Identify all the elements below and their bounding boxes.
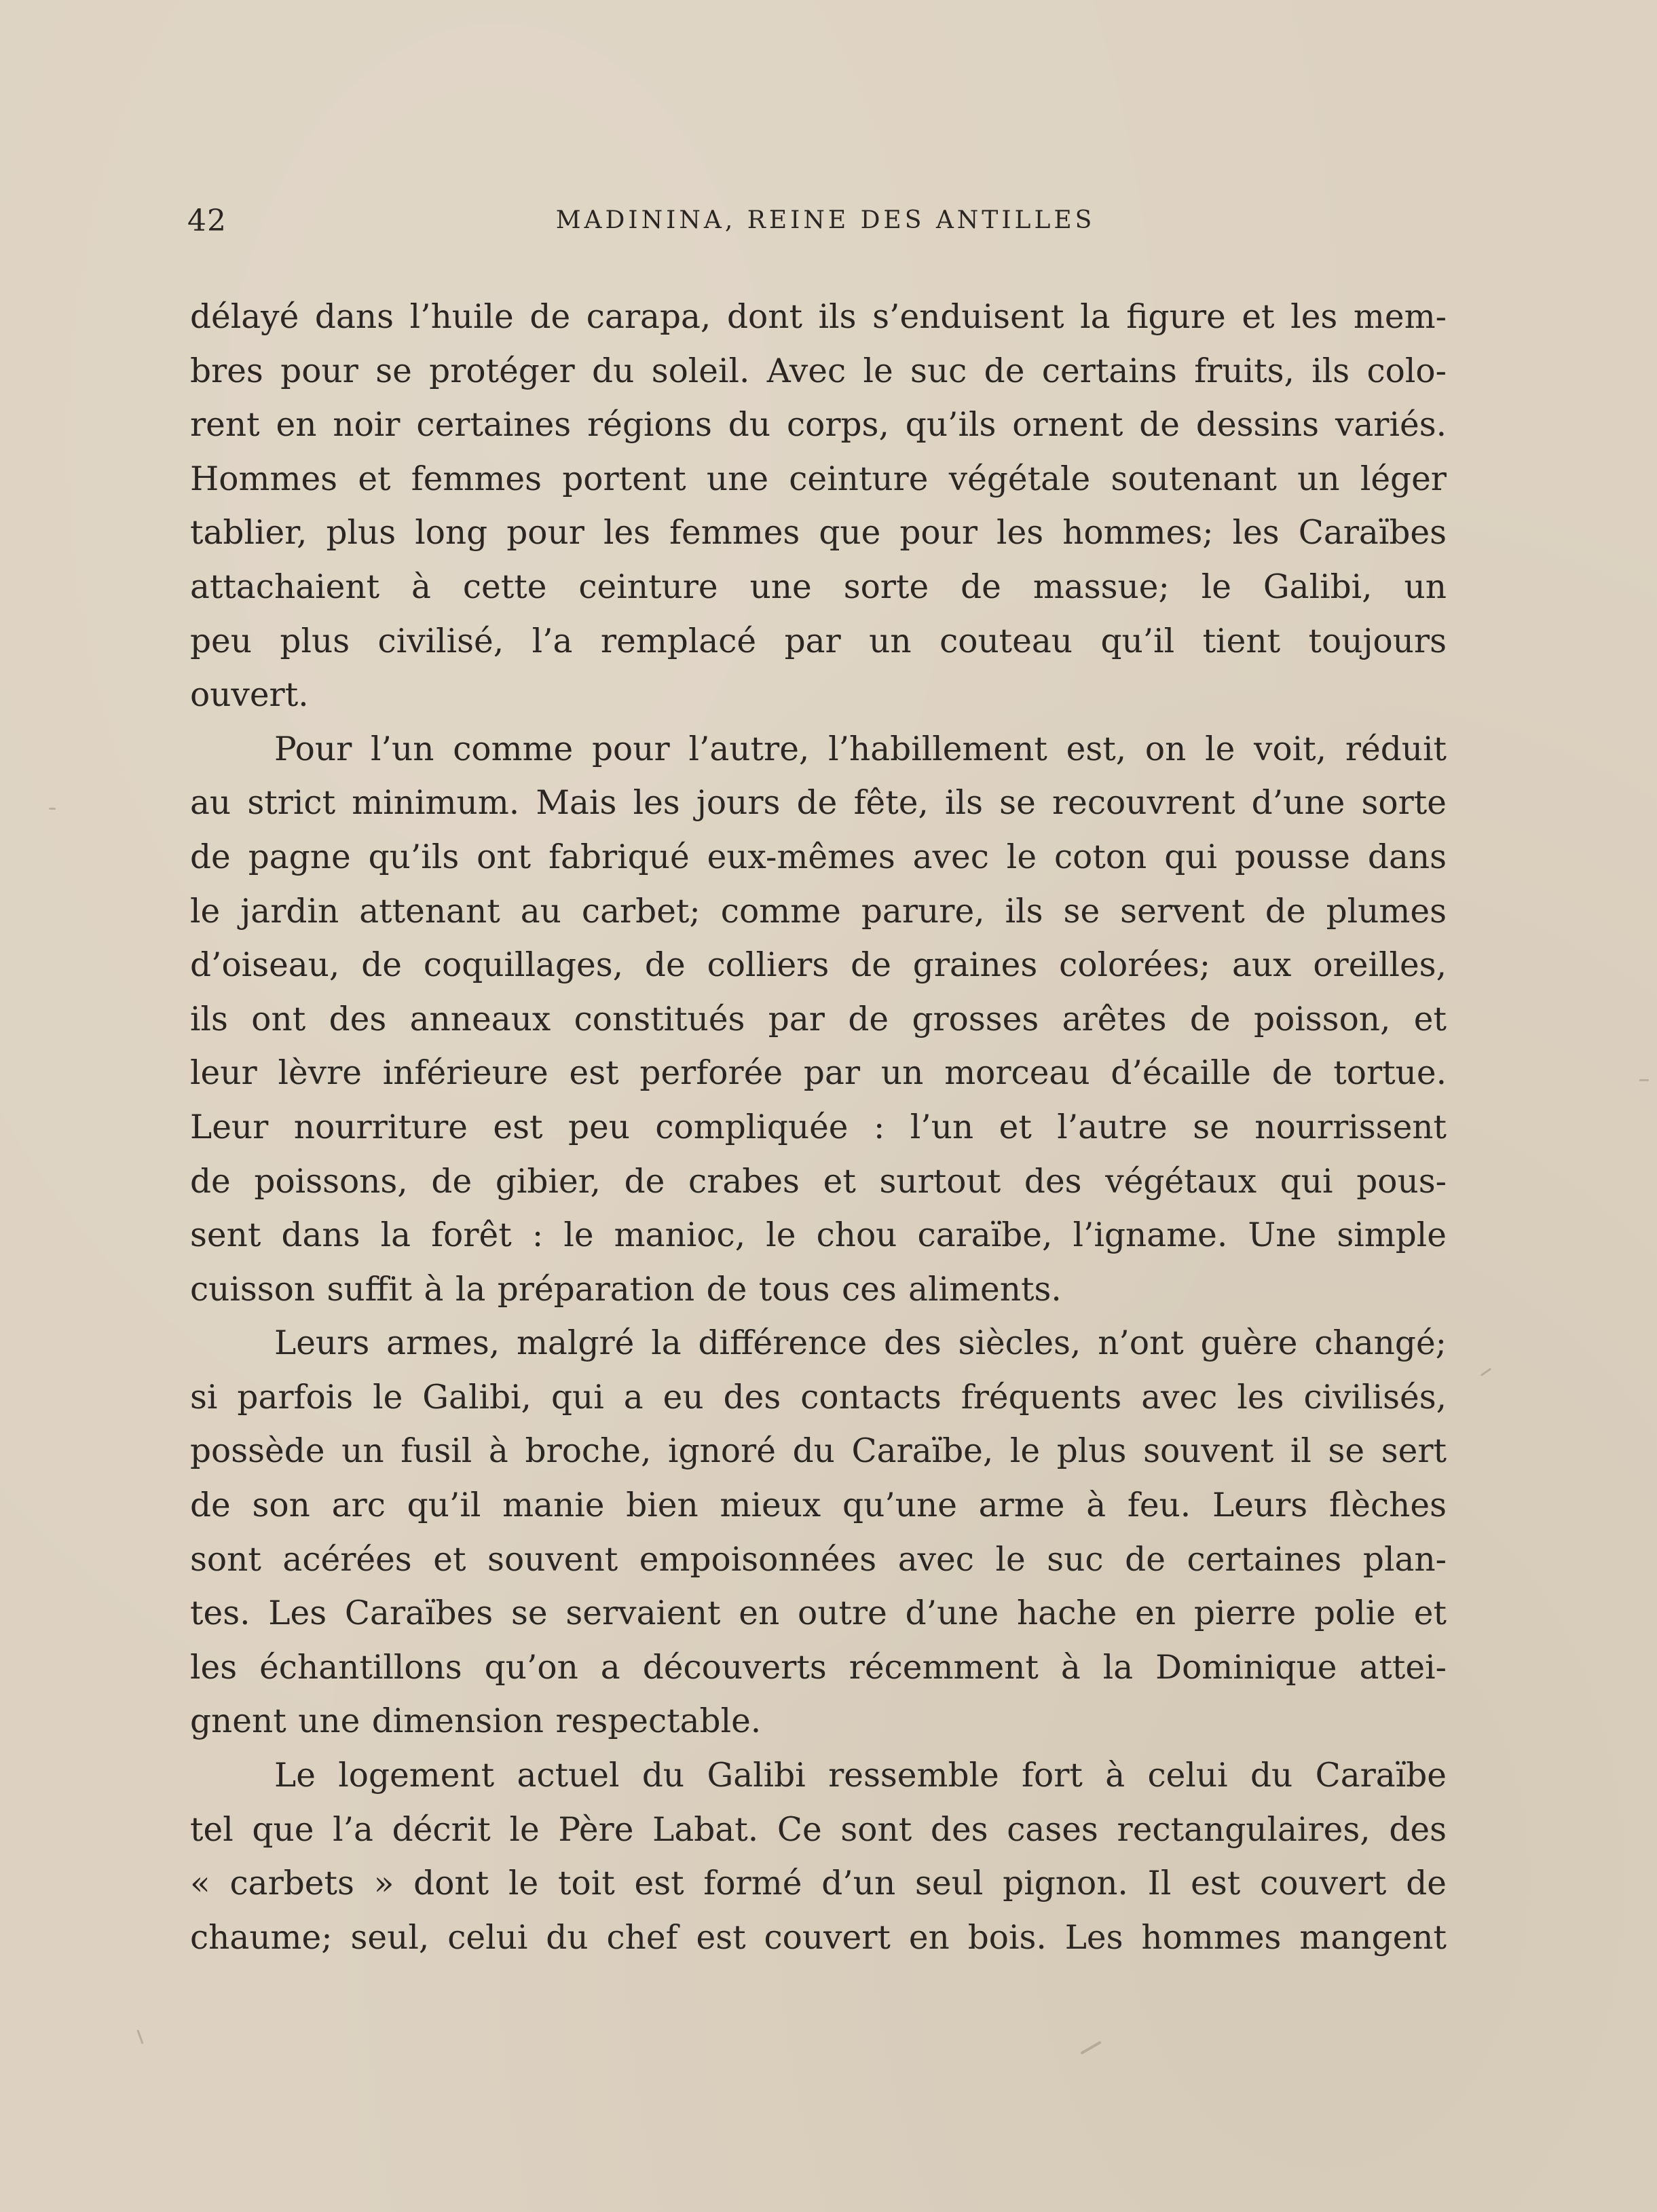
text-line: de poissons, de gibier, de crabes et surtout des végétaux qui pous- bbox=[190, 1162, 1447, 1201]
text-line: tablier, plus long pour les femmes que pour les hommes; les Caraïbes bbox=[190, 514, 1447, 552]
text-line: « carbets » dont le toit est formé d’un seul pignon. Il est couvert de bbox=[190, 1864, 1447, 1903]
text-line: sent dans la forêt : le manioc, le chou caraïbe, l’igname. Une simple bbox=[190, 1216, 1447, 1255]
text-line: tel que l’a décrit le Père Labat. Ce sont des cases rectangulaires, des bbox=[190, 1810, 1447, 1849]
text-line: bres pour se protéger du soleil. Avec le suc de certains fruits, ils colo- bbox=[190, 352, 1447, 390]
paper-speck bbox=[1481, 1368, 1491, 1376]
text-line: chaume; seul, celui du chef est couvert en bois. Les hommes mangent bbox=[190, 1918, 1447, 1957]
text-line: gnent une dimension respectable. bbox=[190, 1702, 762, 1741]
running-title: MADININA, REINE DES ANTILLES bbox=[555, 206, 1096, 234]
text-line: d’oiseau, de coquillages, de colliers de graines colorées; aux oreilles, bbox=[190, 946, 1447, 985]
text-line: cuisson suffit à la préparation de tous ces aliments. bbox=[190, 1270, 1062, 1309]
text-line: de son arc qu’il manie bien mieux qu’une arme à feu. Leurs flèches bbox=[190, 1486, 1447, 1525]
text-line: rent en noir certaines régions du corps, qu’ils ornent de dessins variés. bbox=[190, 406, 1447, 445]
text-line: sont acérées et souvent empoisonnées avec le suc de certaines plan- bbox=[190, 1540, 1447, 1579]
text-line: Pour l’un comme pour l’autre, l’habillement est, on le voit, réduit bbox=[274, 730, 1447, 768]
text-line: peu plus civilisé, l’a remplacé par un couteau qu’il tient toujours bbox=[190, 622, 1447, 660]
text-line: les échantillons qu’on a découverts récemment à la Dominique attei- bbox=[190, 1648, 1447, 1687]
text-line: attachaient à cette ceinture une sorte de massue; le Galibi, un bbox=[190, 567, 1447, 606]
text-line: leur lèvre inférieure est perforée par un morceau d’écaille de tortue. bbox=[190, 1054, 1447, 1093]
paper-speck bbox=[49, 808, 56, 810]
text-line: Leur nourriture est peu compliquée : l’un et l’autre se nourrissent bbox=[190, 1108, 1447, 1146]
text-line: le jardin attenant au carbet; comme parure, ils se servent de plumes bbox=[190, 892, 1447, 931]
text-line: tes. Les Caraïbes se servaient en outre d’une hache en pierre polie et bbox=[190, 1594, 1447, 1633]
paper-speck bbox=[136, 2029, 143, 2044]
paragraph-1 bbox=[190, 290, 1447, 723]
text-line: Hommes et femmes portent une ceinture végétale soutenant un léger bbox=[190, 460, 1447, 498]
text-line: Le logement actuel du Galibi ressemble fort à celui du Caraïbe bbox=[274, 1757, 1447, 1795]
text-line: possède un fusil à broche, ignoré du Caraïbe, le plus souvent il se sert bbox=[190, 1432, 1447, 1471]
page-number: 42 bbox=[187, 204, 227, 238]
paragraph-3 bbox=[190, 1317, 1447, 1749]
paragraph-2 bbox=[190, 723, 1447, 1317]
text-line: Leurs armes, malgré la différence des siècles, n’ont guère changé; bbox=[274, 1324, 1447, 1363]
text-line: délayé dans l’huile de carapa, dont ils s’enduisent la figure et les mem- bbox=[190, 298, 1447, 336]
body-text bbox=[190, 290, 1447, 1965]
text-line: de pagne qu’ils ont fabriqué eux-mêmes avec le coton qui pousse dans bbox=[190, 838, 1447, 876]
paragraph-4 bbox=[190, 1749, 1447, 1965]
text-line: si parfois le Galibi, qui a eu des contacts fréquents avec les civilisés, bbox=[190, 1378, 1447, 1417]
paper-speck bbox=[1639, 1079, 1649, 1081]
paper-speck bbox=[1080, 2041, 1101, 2055]
text-line: au strict minimum. Mais les jours de fête, ils se recouvrent d’une sorte bbox=[190, 784, 1447, 823]
running-head bbox=[187, 204, 1450, 244]
text-line: ouvert. bbox=[190, 676, 309, 715]
text-line: ils ont des anneaux constitués par de grosses arêtes de poisson, et bbox=[190, 1000, 1447, 1038]
